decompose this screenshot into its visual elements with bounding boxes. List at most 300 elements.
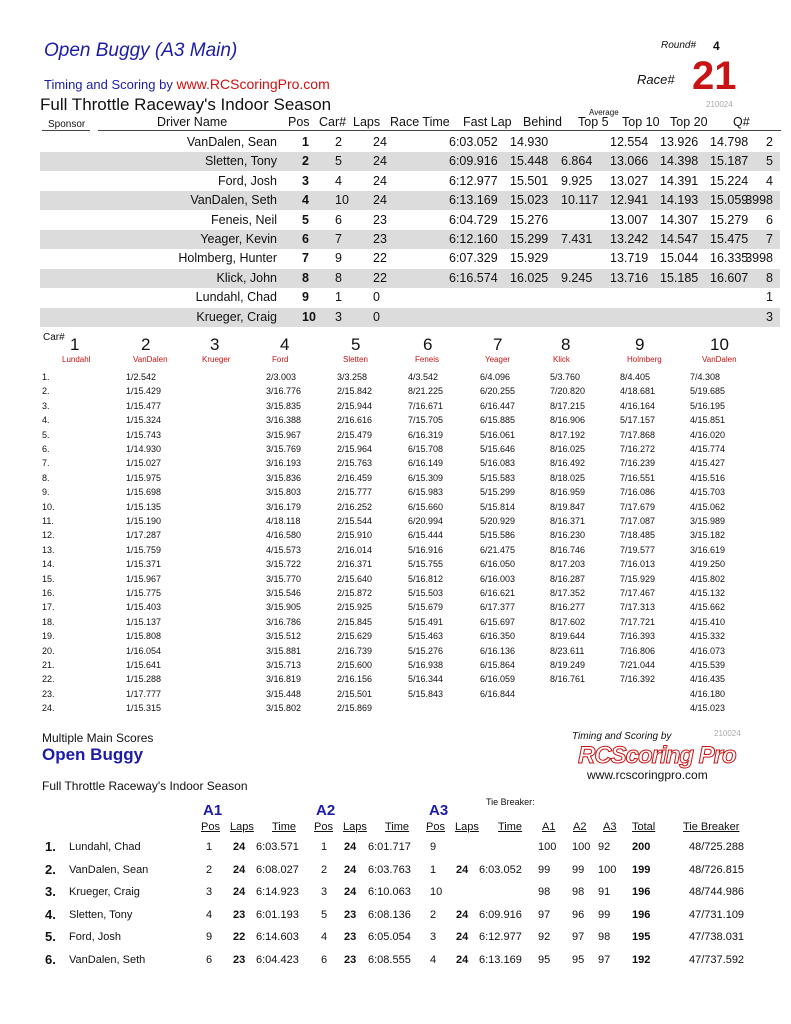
lap-time-cell: 7/16.806 [620, 645, 656, 656]
pos-cell: 2 [302, 154, 309, 169]
lap-time-cell: 5/15.646 [480, 444, 516, 454]
lap-time-cell: 3/16.786 [266, 616, 302, 627]
lap-time-cell: 2/16.252 [337, 501, 373, 512]
round-value: 4 [713, 39, 720, 53]
lap-number: 15. [42, 573, 55, 584]
lap-time-cell: 1/17.287 [126, 530, 162, 541]
lap-time-cell: 4/15.539 [690, 660, 726, 670]
top20-cell: 14.798 [710, 135, 749, 149]
lap-time-cell: 7/17.313 [620, 602, 656, 613]
total-cell: 195 [632, 931, 651, 944]
total-cell: 196 [632, 886, 651, 899]
driver-name: Krueger, Craig [69, 886, 140, 899]
driver-name: VanDalen, Sean [69, 863, 149, 876]
score-row [40, 838, 780, 860]
lap-time-cell: 7/18.485 [620, 530, 656, 541]
car-cell: 5 [335, 154, 342, 169]
lap-time-cell: 2/15.964 [337, 444, 373, 454]
pos-cell: 2 [206, 863, 213, 876]
pos-cell: 3 [430, 931, 437, 944]
sub-total: Total [632, 821, 656, 833]
top20-cell: 15.475 [710, 232, 749, 246]
lap-time-cell: 4/16.435 [690, 674, 726, 685]
lap-time-cell: 3/16.619 [690, 544, 726, 555]
sub-time-a3: Time [498, 821, 523, 833]
lap-time-cell: 2/16.371 [337, 559, 373, 570]
pos-cell: 1 [302, 135, 309, 149]
lap-time-cell: 5/16.195 [690, 400, 726, 411]
laps-cell: 23 [233, 908, 246, 921]
lap-time-cell: 2/16.014 [337, 544, 373, 555]
lap-time-cell: 6/15.708 [408, 444, 444, 454]
lap-time-cell: 7/16.272 [620, 444, 656, 454]
lap-time-cell: 6/20.994 [408, 516, 444, 526]
lap-time-cell: 5/16.916 [408, 544, 444, 555]
rank-cell: 5. [45, 929, 56, 945]
lap-number: 22. [42, 674, 55, 685]
pos-cell: 3 [302, 173, 309, 188]
lap-time-cell: 7/17.868 [620, 429, 656, 440]
lap-time-cell: 1/15.315 [126, 703, 162, 714]
col-top20: Top 20 [670, 115, 708, 129]
lap-time-cell: 2/15.544 [337, 516, 373, 526]
lap-row [40, 617, 780, 630]
fast-lap-cell: 15.276 [510, 212, 549, 227]
race-time-cell: 6:13.169 [449, 193, 498, 208]
col-car: Car# [319, 115, 347, 129]
multi-main-label: Multiple Main Scores [42, 731, 154, 745]
col-sponsor: Sponsor [48, 119, 86, 130]
lap-time-cell: 8/17.602 [550, 616, 586, 627]
behind-cell: 10.117 [561, 193, 599, 208]
col-average: Average [589, 108, 619, 117]
q-cell: 8 [766, 270, 773, 285]
season-title: Full Throttle Raceway's Indoor Season [40, 95, 332, 114]
race-time-cell: 6:03.052 [449, 135, 498, 149]
top5-cell: 13.719 [610, 251, 649, 266]
lap-col-driver: VanDalen [133, 355, 168, 364]
col-fast-lap: Fast Lap [463, 115, 512, 129]
doc-stamp-2: 210024 [714, 729, 741, 738]
lap-time-cell: 8/16.746 [550, 544, 586, 555]
lap-time-cell: 5/20.929 [480, 516, 516, 526]
lap-time-cell: 1/17.777 [126, 688, 162, 699]
col-pos: Pos [288, 115, 310, 129]
top5-cell: 13.242 [610, 232, 649, 246]
lap-time-cell: 8/17.192 [550, 429, 586, 440]
score-row [40, 906, 780, 928]
result-row [40, 172, 780, 191]
lap-time-cell: 1/15.641 [126, 660, 162, 670]
q-cell: 5 [766, 154, 773, 169]
car-cell: 8 [335, 270, 342, 285]
lap-time-cell: 5/15.299 [480, 487, 516, 498]
lap-number: 11. [42, 516, 54, 526]
lap-row [40, 602, 780, 615]
lap-col-driver: Ford [272, 355, 289, 364]
laps-cell: 23 [373, 232, 387, 246]
lap-row [40, 516, 780, 529]
lap-time-cell: 6/15.864 [480, 660, 516, 670]
lap-time-cell: 2/15.777 [337, 487, 373, 498]
a3-cell: 98 [598, 931, 611, 944]
laps-cell: 23 [373, 212, 387, 227]
score-row [40, 951, 780, 973]
pos-cell: 5 [321, 908, 328, 921]
lap-time-cell: 3/15.905 [266, 602, 302, 613]
lap-time-cell: 3/15.769 [266, 444, 302, 454]
lap-time-cell: 6/15.660 [408, 501, 444, 512]
timing-site-link[interactable]: www.RCScoringPro.com [176, 76, 330, 92]
lap-time-cell: 4/19.250 [690, 559, 726, 570]
fast-lap-cell: 15.501 [510, 173, 549, 188]
lap-time-cell: 2/15.600 [337, 660, 373, 670]
lap-time-cell: 3/15.722 [266, 559, 302, 570]
lap-time-cell: 5/15.814 [480, 501, 516, 512]
lap-time-cell: 8/16.371 [550, 516, 586, 526]
laps-cell: 24 [344, 863, 357, 876]
lap-row [40, 588, 780, 601]
lap-time-cell: 6/16.319 [408, 429, 444, 440]
lap-number: 16. [42, 588, 55, 598]
lap-time-cell: 4/15.410 [690, 616, 726, 627]
lap-row [40, 545, 780, 558]
lap-row [40, 703, 780, 716]
lap-time-cell: 2/15.869 [337, 703, 373, 714]
pos-cell: 3 [321, 886, 328, 899]
lap-time-cell: 7/16.551 [620, 472, 656, 483]
lap-col-driver: Lundahl [62, 355, 91, 364]
a2-cell: 96 [572, 908, 585, 921]
col-top5: Top 5 [578, 115, 609, 129]
lap-number: 13. [42, 544, 55, 555]
driver-name: Holmberg, Hunter [178, 251, 277, 266]
lap-time-cell: 6/16.136 [480, 645, 516, 656]
pos-cell: 5 [302, 212, 309, 227]
lap-col-driver: Holmberg [627, 355, 662, 364]
lap-time-cell: 2/15.872 [337, 588, 373, 598]
a1-cell: 99 [538, 863, 551, 876]
lap-row [40, 689, 780, 702]
sub-laps-a3: Laps [455, 821, 479, 833]
lap-car-label: Car# [43, 332, 65, 343]
lap-time-cell: 1/15.371 [126, 559, 162, 570]
time-cell: 6:05.054 [368, 931, 411, 944]
lap-time-cell: 6/20.255 [480, 386, 516, 397]
laps-cell: 23 [344, 931, 357, 944]
lap-time-cell: 8/16.492 [550, 458, 586, 469]
lap-time-cell: 4/15.023 [690, 703, 726, 714]
driver-name: Yeager, Kevin [200, 232, 277, 246]
top5-cell: 12.941 [610, 193, 649, 208]
lap-col-driver: Sletten [343, 355, 368, 364]
group-header-a2: A2 [316, 802, 336, 819]
lap-time-cell: 6/15.983 [408, 487, 444, 498]
lap-number: 9. [42, 487, 50, 498]
car-cell: 6 [335, 212, 342, 227]
time-cell: 6:08.027 [256, 863, 299, 876]
laps-cell: 24 [373, 193, 387, 208]
lap-time-cell: 4/16.073 [690, 645, 726, 656]
time-cell: 6:09.916 [479, 908, 522, 921]
car-cell: 4 [335, 173, 342, 188]
lap-number: 7. [42, 458, 50, 469]
lap-number: 14. [42, 559, 55, 570]
lap-time-cell: 6/16.059 [480, 674, 516, 685]
lap-time-cell: 8/16.025 [550, 444, 586, 454]
lap-time-cell: 5/15.503 [408, 588, 444, 598]
a1-cell: 97 [538, 908, 551, 921]
lap-number: 18. [42, 616, 55, 627]
a3-cell: 99 [598, 908, 611, 921]
race-time-cell: 6:04.729 [449, 212, 498, 227]
sub-time-a2: Time [385, 821, 410, 833]
lap-time-cell: 7/17.721 [620, 616, 656, 627]
sub-time-a1: Time [272, 821, 297, 833]
time-cell: 6:08.136 [368, 908, 411, 921]
lap-time-cell: 8/21.225 [408, 386, 444, 397]
lap-row [40, 458, 780, 471]
lap-time-cell: 5/15.276 [408, 645, 444, 656]
lap-number: 1. [42, 372, 50, 382]
fast-lap-cell: 15.299 [510, 232, 549, 246]
laps-cell: 24 [373, 135, 387, 149]
laps-cell: 24 [456, 908, 469, 921]
lap-time-cell: 1/15.027 [126, 458, 162, 469]
lap-row [40, 574, 780, 587]
q-cell: 3 [766, 309, 773, 324]
lap-time-cell: 2/16.616 [337, 415, 373, 426]
score-row [40, 883, 780, 905]
laps-cell: 24 [373, 173, 387, 188]
pos-cell: 6 [302, 232, 309, 246]
lap-col-number: 5 [351, 335, 361, 354]
race-time-cell: 6:16.574 [449, 270, 498, 285]
lap-row [40, 444, 780, 457]
lap-number: 4. [42, 415, 50, 426]
pos-cell: 7 [302, 251, 309, 266]
time-cell: 6:01.193 [256, 908, 299, 921]
laps-cell: 24 [344, 886, 357, 899]
top10-cell: 13.926 [660, 135, 699, 149]
lap-row [40, 430, 780, 443]
lap-time-cell: 1/15.743 [126, 429, 162, 440]
doc-stamp: 210024 [706, 100, 733, 109]
laps-cell: 24 [233, 863, 246, 876]
pos-cell: 2 [321, 863, 328, 876]
lap-time-cell: 8/16.959 [550, 487, 586, 498]
tie-breaker-cell: 47/738.031 [689, 931, 745, 944]
lap-time-cell: 1/15.135 [126, 501, 162, 512]
tie-breaker-label: Tie Breaker: [486, 797, 535, 807]
a1-cell: 100 [538, 841, 557, 853]
result-row [40, 211, 780, 230]
pos-cell: 4 [302, 193, 309, 208]
pos-cell: 9 [206, 931, 213, 944]
driver-name: Klick, John [216, 270, 277, 285]
lap-time-cell: 3/15.836 [266, 472, 302, 483]
lap-time-cell: 8/4.405 [620, 372, 651, 382]
lap-time-cell: 6/15.309 [408, 472, 444, 483]
lap-col-number: 7 [493, 335, 503, 354]
laps-cell: 22 [373, 270, 387, 285]
car-cell: 7 [335, 232, 342, 246]
lap-time-cell: 4/16.180 [690, 688, 726, 699]
top10-cell: 14.547 [660, 232, 699, 246]
result-row [40, 288, 780, 307]
rcs-url[interactable]: www.rcscoringpro.com [587, 768, 708, 782]
lap-number: 2. [42, 386, 50, 397]
lap-time-cell: 6/21.475 [480, 544, 516, 555]
header-underline [98, 130, 781, 131]
pos-cell: 1 [321, 841, 328, 853]
pos-cell: 10 [430, 886, 443, 899]
time-cell: 6:08.555 [368, 954, 411, 966]
behind-cell: 9.925 [561, 173, 593, 188]
a1-cell: 92 [538, 931, 551, 944]
top5-cell: 13.066 [610, 154, 649, 169]
lap-time-cell: 1/15.403 [126, 602, 162, 613]
lap-time-cell: 8/23.611 [550, 645, 585, 656]
lap-time-cell: 5/15.463 [408, 631, 444, 642]
a3-cell: 97 [598, 954, 611, 966]
lap-time-cell: 5/16.344 [408, 674, 444, 685]
driver-name: Feneis, Neil [211, 212, 277, 227]
col-behind: Behind [523, 115, 562, 129]
lap-number: 8. [42, 472, 50, 483]
sub-a3: A3 [603, 821, 617, 833]
time-cell: 6:14.603 [256, 931, 299, 944]
time-cell: 6:03.763 [368, 863, 411, 876]
result-row [40, 249, 780, 268]
pos-cell: 1 [430, 863, 437, 876]
lap-time-cell: 3/15.512 [266, 631, 302, 642]
race-time-cell: 6:09.916 [449, 154, 498, 169]
lap-time-cell: 8/19.847 [550, 501, 586, 512]
top10-cell: 14.398 [660, 154, 699, 169]
lap-time-cell: 4/15.332 [690, 631, 726, 642]
lap-time-cell: 3/15.989 [690, 516, 726, 526]
tie-breaker-cell: 47/731.109 [689, 908, 745, 921]
lap-time-cell: 6/16.350 [480, 631, 516, 642]
lap-time-cell: 3/15.448 [266, 688, 302, 699]
lap-time-cell: 8/16.230 [550, 530, 586, 541]
behind-cell: 9.245 [561, 270, 593, 285]
lap-time-cell: 5/16.061 [480, 429, 516, 440]
top5-cell: 12.554 [610, 135, 649, 149]
timing-credit [44, 76, 330, 92]
sub-a1: A1 [542, 821, 556, 833]
lap-number: 19. [42, 631, 55, 642]
lap-time-cell: 6/15.885 [480, 415, 516, 426]
driver-name: Sletten, Tony [69, 908, 133, 921]
fast-lap-cell: 15.929 [510, 251, 549, 266]
time-cell: 6:10.063 [368, 886, 411, 899]
pos-cell: 9 [430, 841, 437, 853]
lap-time-cell: 1/2.542 [126, 372, 157, 382]
lap-time-cell: 2/16.156 [337, 674, 373, 685]
time-cell: 6:03.571 [256, 841, 299, 853]
lap-time-cell: 6/16.447 [480, 400, 516, 411]
lap-time-cell: 1/15.137 [126, 616, 162, 627]
lap-time-cell: 5/15.583 [480, 472, 516, 483]
top10-cell: 15.185 [660, 270, 699, 285]
a2-cell: 100 [572, 841, 591, 853]
lap-row [40, 401, 780, 414]
lap-time-cell: 4/15.802 [690, 573, 726, 584]
race-value: 21 [692, 54, 737, 98]
lap-col-number: 10 [710, 335, 729, 354]
lap-time-cell: 1/16.054 [126, 645, 162, 656]
time-cell: 6:12.977 [479, 931, 522, 944]
score-row [40, 861, 780, 883]
lap-time-cell: 8/17.215 [550, 400, 586, 411]
time-cell: 6:04.423 [256, 954, 299, 966]
sub-tie-breaker: Tie Breaker [683, 821, 740, 833]
lap-time-cell: 4/15.427 [690, 458, 726, 469]
lap-time-cell: 2/15.845 [337, 616, 373, 627]
lap-time-cell: 2/15.925 [337, 602, 373, 613]
lap-number: 24. [42, 703, 55, 714]
lap-col-number: 8 [561, 335, 571, 354]
tie-breaker-cell: 47/737.592 [689, 954, 745, 966]
lap-time-cell: 5/3.760 [550, 372, 581, 382]
a3-cell: 91 [598, 886, 611, 899]
rank-cell: 6. [45, 952, 56, 967]
sub-pos-a2: Pos [314, 821, 333, 833]
lap-time-cell: 4/18.681 [620, 386, 656, 397]
lap-time-cell: 6/16.621 [480, 588, 516, 598]
pos-cell: 6 [321, 954, 328, 966]
lap-time-cell: 1/15.967 [126, 573, 162, 584]
lap-time-cell: 1/15.808 [126, 631, 162, 642]
lap-row [40, 646, 780, 659]
lap-time-cell: 3/15.881 [266, 645, 302, 656]
lap-time-cell: 1/15.190 [126, 516, 162, 526]
driver-name: Ford, Josh [69, 931, 121, 944]
a1-cell: 98 [538, 886, 551, 899]
lap-time-cell: 7/16.086 [620, 487, 656, 498]
lap-time-cell: 3/16.776 [266, 386, 302, 397]
a3-cell: 100 [598, 863, 617, 876]
pos-cell: 8 [302, 270, 309, 285]
lap-time-cell: 8/17.203 [550, 559, 586, 570]
race-time-cell: 6:12.160 [449, 232, 498, 246]
a2-cell: 98 [572, 886, 585, 899]
lap-number: 12. [42, 530, 55, 541]
lap-col-number: 4 [280, 335, 290, 354]
lap-col-driver: Feneis [415, 355, 440, 364]
header-underline [42, 130, 90, 131]
lap-time-cell: 7/15.929 [620, 573, 656, 584]
tie-breaker-cell: 48/726.815 [689, 863, 745, 876]
lap-time-cell: 3/15.802 [266, 703, 302, 714]
lap-time-cell: 8/18.025 [550, 472, 586, 483]
lap-row [40, 473, 780, 486]
q-cell: 4 [766, 173, 773, 188]
top5-cell: 13.716 [610, 270, 649, 285]
pos-cell: 4 [321, 931, 328, 944]
lap-time-cell: 5/16.083 [480, 458, 516, 469]
driver-name: Lundahl, Chad [69, 841, 141, 853]
lap-time-cell: 2/16.459 [337, 472, 373, 483]
top5-cell: 13.007 [610, 212, 649, 227]
total-cell: 192 [632, 954, 651, 966]
result-row [40, 152, 780, 171]
lap-time-cell: 5/15.843 [408, 688, 444, 699]
race-time-cell: 6:12.977 [449, 173, 498, 188]
lap-time-cell: 3/15.835 [266, 400, 302, 411]
